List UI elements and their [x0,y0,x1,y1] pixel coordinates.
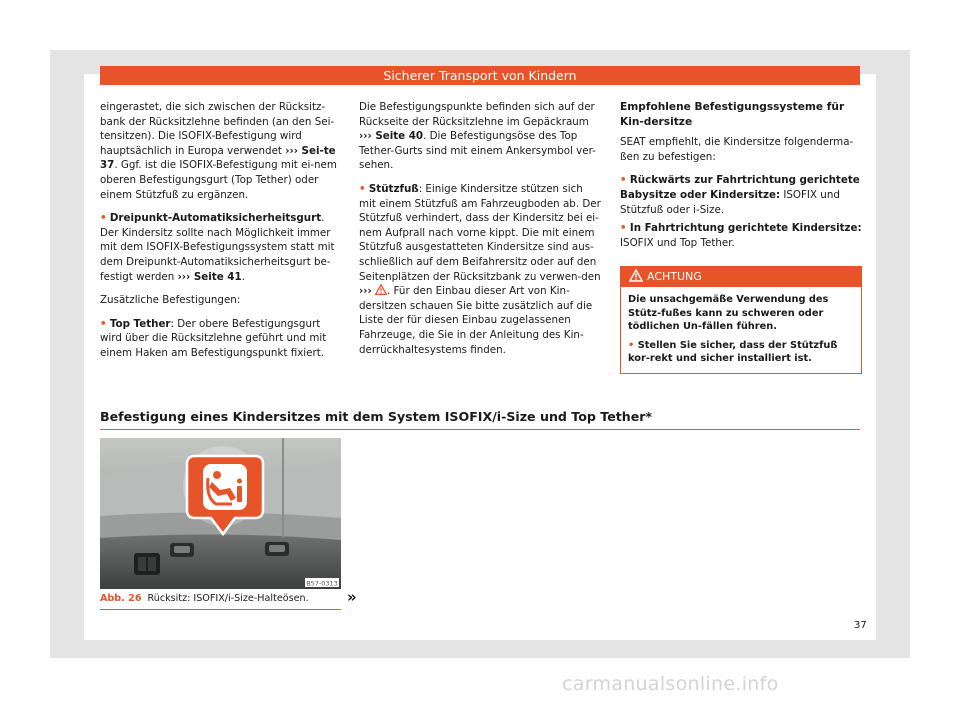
list-item: • Dreipunkt-Automatiksicherheitsgurt. Der Kindersitz sollte nach Möglichkeit immer mit dem ISOFIX-Befestigungssystem statt mit dem Dreipunkt-Automatiksicherheitsgurt be-festigt werden ››› Seite 41. [100,212,335,283]
list-item: • Stützfuß: Einige Kindersitze stützen sich mit einem Stützfuß am Fahrzeugboden ab. Der Stützfuß verhindert, dass der Kindersitz bei ei-nem Aufprall nach vorne kippt. Die mit einem Stützfuß ausgestatteten Kindersitze sind aus-schließlich auf dem Beifahrersitz oder auf den Seitenplätzen der Rücksitzbank zu verwen-den ››› . Für den Einbau dieser Art von Kin-dersitzen schauen Sie bitte zusätzlich auf die Liste der für diesen Einbau zugelassenen Fahrzeuge, die Sie in der Anleitung des Kin-derrückhaltesystems finden. [359,182,601,356]
warning-box [620,266,862,374]
list-item: • In Fahrtrichtung gerichtete Kindersitze: ISOFIX und Top Tether. [620,222,862,249]
paragraph: Zusätzliche Befestigungen: [100,294,241,307]
figure-rear-seat [100,438,341,589]
figure-caption [100,593,341,610]
page-link[interactable]: ››› Seite 40 [359,130,424,143]
text-column-1 [100,100,342,370]
warning-title: ACHTUNG [647,270,702,283]
warning-header [621,267,861,287]
bullet-icon: • [359,182,366,195]
text-column-2 [359,100,601,366]
warning-body [621,287,861,366]
text-column-3 [620,100,862,259]
warning-text: Die unsachgemäße Verwendung des Stütz-fußes kann zu schweren oder tödlichen Un-fällen führen. [628,294,829,333]
continue-icon: » [347,588,357,606]
figure-code: B57-0313 [306,579,338,588]
page-link[interactable]: ››› Seite 41 [177,270,242,283]
warning-triangle-icon[interactable] [375,284,387,295]
caption-label: Abb. 26 [100,593,142,604]
rear-seat-illustration [100,438,341,589]
caption-text: Rücksitz: ISOFIX/i-Size-Halteösen. [147,593,309,604]
paragraph: eingerastet, die sich zwischen der Rücksitz-bank der Rücksitzlehne befinden (an den Sei-tensitzen). Die ISOFIX-Befestigung wird hauptsächlich in Europa verwendet ››› Sei-te 37. Ggf. ist die ISOFIX-Befestigung mit ei-nem oberen Befestigungsgurt (Top Tether) oder einem Stützfuß zu ergänzen. [100,101,337,201]
bullet-icon: • [620,174,627,187]
bullet-icon: • [620,222,627,235]
subheading: Empfohlene Befestigungssysteme für Kin-dersitze [620,101,845,128]
paragraph: SEAT empfiehlt, die Kindersitze folgenderma-ßen zu befestigen: [620,136,854,163]
section-title: Befestigung eines Kindersitzes mit dem System ISOFIX/i-Size und Top Tether* [100,409,860,430]
warning-list-item: • Stellen Sie sicher, dass der Stützfuß kor-rekt und sicher installiert ist. [628,339,838,365]
page-number: 37 [854,620,867,631]
warning-triangle-icon [629,269,643,282]
isofix-child-seat-icon [203,464,247,510]
bullet-icon: • [100,317,107,330]
paragraph: Die Befestigungspunkte befinden sich auf der Rückseite der Rücksitzlehne im Gepäckraum ››› Seite 40. Die Befestigungsöse des Top Tether-Gurts sind mit einem Ankersymbol ver-sehen. [359,101,596,172]
bullet-icon: • [100,212,107,225]
page-header: Sicherer Transport von Kindern [100,66,860,85]
list-item: • Top Tether: Der obere Befestigungsgurt wird über die Rücksitzlehne geführt und mit einem Haken am Befestigungspunkt fixiert. [100,317,327,359]
warning-link[interactable]: ››› [359,285,372,298]
list-item: • Rückwärts zur Fahrtrichtung gerichtete Babysitze oder Kindersitze: ISOFIX und Stützfuß oder i-Size. [620,174,860,216]
page-link[interactable]: ››› Sei-te 37 [100,144,336,172]
watermark: carmanualsonline.info [562,673,779,695]
bullet-icon: • [628,339,635,351]
